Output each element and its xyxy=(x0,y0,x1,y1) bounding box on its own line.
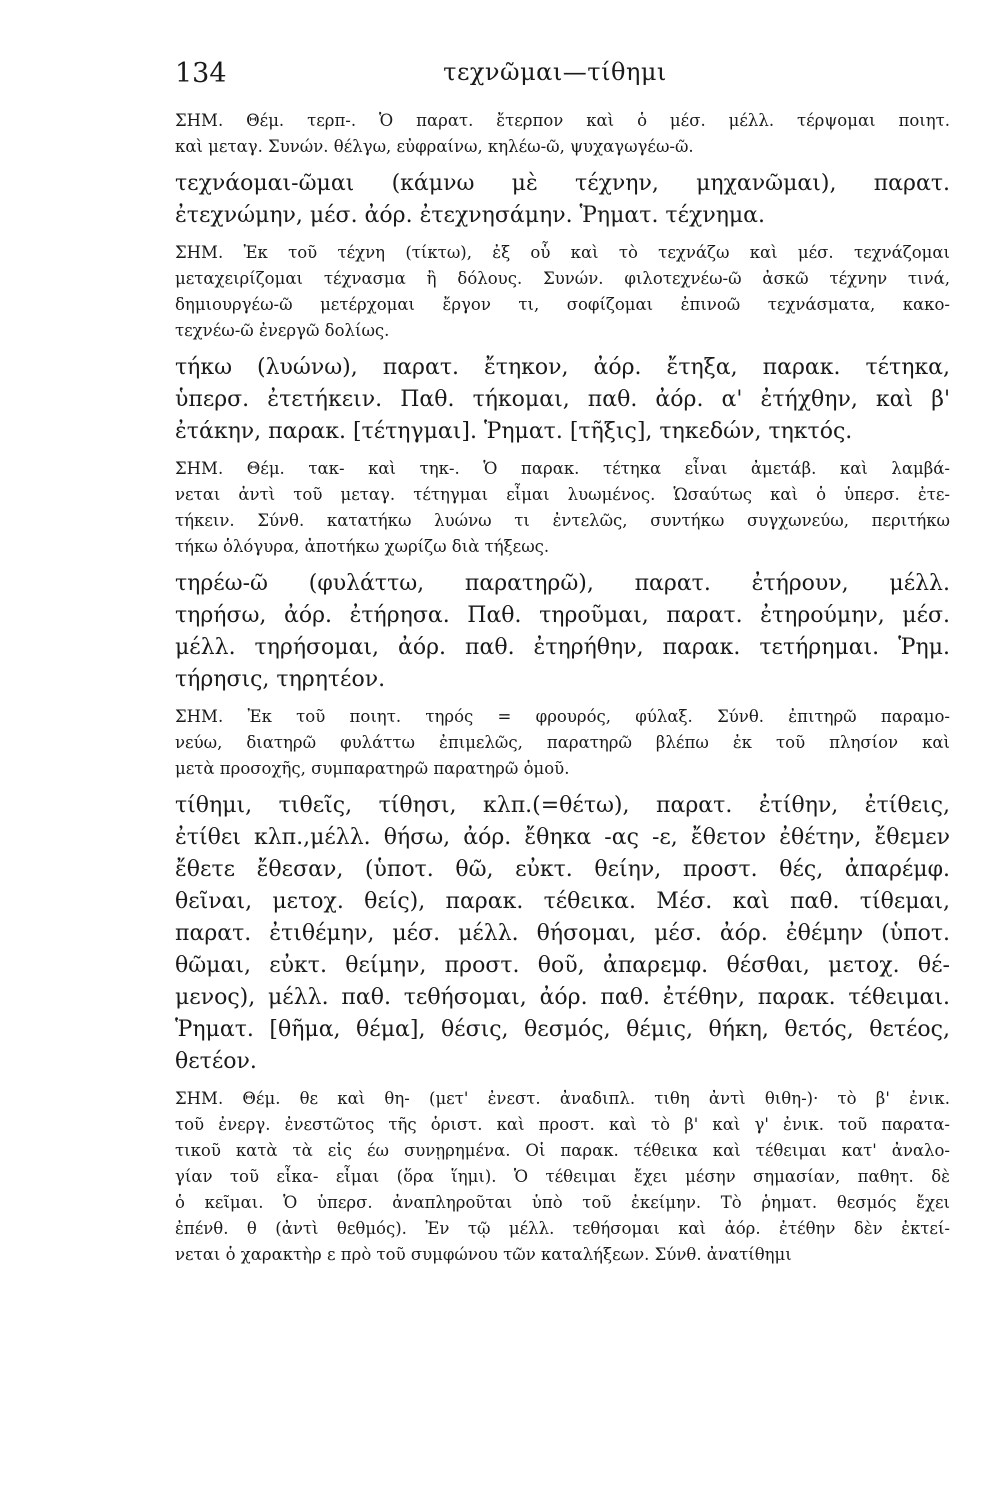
text-line: θῶμαι, εὐκτ. θείμην, προστ. θοῦ, ἀπαρεμφ. θέσθαι, μετοχ. θέ- xyxy=(175,953,950,978)
text-line: τήκω (λυώνω), παρατ. ἔτηκον, ἀόρ. ἔτηξα, παρακ. τέτηκα, xyxy=(175,355,950,380)
text-line: ΣΗΜ. Ἐκ τοῦ τέχνη (τίκτω), ἐξ οὗ καὶ τὸ τεχνάζω καὶ μέσ. τεχνάζομαι xyxy=(175,243,950,262)
entry-note xyxy=(175,456,950,560)
text-line: ΣΗΜ. Ἐκ τοῦ ποιητ. τηρός = φρουρός, φύλαξ. Σύνθ. ἐπιτηρῶ παραμο- xyxy=(175,707,950,726)
text-line: παρατ. ἐτιθέμην, μέσ. μέλλ. θήσομαι, μέσ. ἀόρ. ἐθέμην (ὑποτ. xyxy=(175,921,950,946)
text-line: μέλλ. τηρήσομαι, ἀόρ. παθ. ἐτηρήθην, παρακ. τετήρημαι. Ῥημ. xyxy=(175,635,950,660)
text-line: νεται ὁ χαρακτὴρ ε πρὸ τοῦ συμφώνου τῶν καταλήξεων. Σύνθ. ἀνατίθημι xyxy=(175,1245,792,1264)
text-line: ΣΗΜ. Θέμ. τερπ-. Ὁ παρατ. ἔτερπον καὶ ὁ μέσ. μέλλ. τέρψομαι ποιητ. xyxy=(175,111,950,130)
dictionary-entry xyxy=(175,168,950,232)
running-head: τεχνῶμαι—τίθημι xyxy=(443,58,667,86)
text-line: ὁ κεῖμαι. Ὁ ὑπερσ. ἀναπληροῦται ὑπὸ τοῦ ἐκείμην. Τὸ ῥηματ. θεσμός ἔχει xyxy=(175,1193,950,1212)
text-line: τηρέω-ῶ (φυλάττω, παρατηρῶ), παρατ. ἐτήρουν, μέλλ. xyxy=(175,571,950,596)
text-line: νεύω, διατηρῶ φυλάττω ἐπιμελῶς, παρατηρῶ βλέπω ἐκ τοῦ πλησίον καὶ xyxy=(175,733,950,752)
text-line: ΣΗΜ. Θέμ. τακ- καὶ τηκ-. Ὁ παρακ. τέτηκα εἶναι ἀμετάβ. καὶ λαμβά- xyxy=(175,459,950,478)
text-line: μετὰ προσοχῆς, συμπαρατηρῶ παρατηρῶ ὁμοῦ. xyxy=(175,759,570,778)
text-line: θετέον. xyxy=(175,1049,257,1074)
text-line: τίθημι, τιθεῖς, τίθησι, κλπ.(=θέτω), παρατ. ἐτίθην, ἐτίθεις, xyxy=(175,793,950,818)
text-line: καὶ μεταγ. Συνών. θέλγω, εὐφραίνω, κηλέω-ῶ, ψυχαγωγέω-ῶ. xyxy=(175,137,694,156)
text-line: θεῖναι, μετοχ. θείς), παρακ. τέθεικα. Μέσ. καὶ παθ. τίθεμαι, xyxy=(175,889,950,914)
dictionary-entry xyxy=(175,568,950,696)
text-line: ἔθετε ἔθεσαν, (ὑποτ. θῶ, εὐκτ. θείην, προστ. θές, ἀπαρέμφ. xyxy=(175,857,950,882)
text-line: τεχνέω-ῶ ἐνεργῶ δολίως. xyxy=(175,321,390,340)
text-line: ΣΗΜ. Θέμ. θε καὶ θη- (μετ' ἐνεστ. ἀναδιπλ. τιθη ἀντὶ θιθη-)· τὸ β' ἐνικ. xyxy=(175,1089,950,1108)
text-line: τοῦ ἐνεργ. ἐνεστῶτος τῆς ὁριστ. καὶ προστ. καὶ τὸ β' καὶ γ' ἐνικ. τοῦ παρατα- xyxy=(175,1115,950,1134)
text-line: μεταχειρίζομαι τέχνασμα ἢ δόλους. Συνών. φιλοτεχνέω-ῶ ἀσκῶ τέχνην τινά, xyxy=(175,269,950,288)
page-body xyxy=(175,108,950,1276)
text-line: ἐτίθει κλπ.,μέλλ. θήσω, ἀόρ. ἔθηκα -ας -ε, ἔθετον ἐθέτην, ἔθεμεν xyxy=(175,825,950,850)
text-line: νεται ἀντὶ τοῦ μεταγ. τέτηγμαι εἶμαι λυωμένος. Ὡσαύτως καὶ ὁ ὑπερσ. ἐτε- xyxy=(175,485,950,504)
entry-note xyxy=(175,704,950,782)
text-line: τήκω ὁλόγυρα, ἀποτήκω χωρίζω διὰ τήξεως. xyxy=(175,537,550,556)
text-line: ὑπερσ. ἐτετήκειν. Παθ. τήκομαι, παθ. ἀόρ. α' ἐτήχθην, καὶ β' xyxy=(175,387,950,412)
text-line: τικοῦ κατὰ τὰ εἰς έω συνῃρημένα. Οἱ παρακ. τέθεικα καὶ τέθειμαι κατ' ἀναλο- xyxy=(175,1141,950,1160)
text-line: τήρησις, τηρητέον. xyxy=(175,667,386,692)
entry-note xyxy=(175,108,950,160)
dictionary-entry xyxy=(175,790,950,1078)
text-line: τήκειν. Σύνθ. κατατήκω λυώνω τι ἐντελῶς, συντήκω συγχωνεύω, περιτήκω xyxy=(175,511,950,530)
text-line: τηρήσω, ἀόρ. ἐτήρησα. Παθ. τηροῦμαι, παρατ. ἐτηρούμην, μέσ. xyxy=(175,603,950,628)
entry-note xyxy=(175,240,950,344)
text-line: ἐτάκην, παρακ. [τέτηγμαι]. Ῥηματ. [τῆξις], τηκεδών, τηκτός. xyxy=(175,419,853,444)
text-line: ἐπένθ. θ (ἀντὶ θεθμός). Ἐν τῷ μέλλ. τεθήσομαι καὶ ἀόρ. ἐτέθην δὲν ἐκτεί- xyxy=(175,1219,950,1238)
text-line: Ῥηματ. [θῆμα, θέμα], θέσις, θεσμός, θέμις, θήκη, θετός, θετέος, xyxy=(175,1017,950,1042)
page-number: 134 xyxy=(175,58,227,89)
entry-note xyxy=(175,1086,950,1268)
text-line: τεχνάομαι-ῶμαι (κάμνω μὲ τέχνην, μηχανῶμαι), παρατ. xyxy=(175,171,950,196)
text-line: ἐτεχνώμην, μέσ. ἀόρ. ἐτεχνησάμην. Ῥηματ. τέχνημα. xyxy=(175,203,766,228)
dictionary-entry xyxy=(175,352,950,448)
page-header xyxy=(175,58,935,98)
text-line: γίαν τοῦ εἶκα- εἶμαι (ὅρα ἵημι). Ὁ τέθειμαι ἔχει μέσην σημασίαν, παθητ. δὲ xyxy=(175,1167,950,1186)
text-line: δημιουργέω-ῶ μετέρχομαι ἔργον τι, σοφίζομαι ἐπινοῶ τεχνάσματα, κακο- xyxy=(175,295,950,314)
text-line: μενος), μέλλ. παθ. τεθήσομαι, ἀόρ. παθ. ἐτέθην, παρακ. τέθειμαι. xyxy=(175,985,950,1010)
